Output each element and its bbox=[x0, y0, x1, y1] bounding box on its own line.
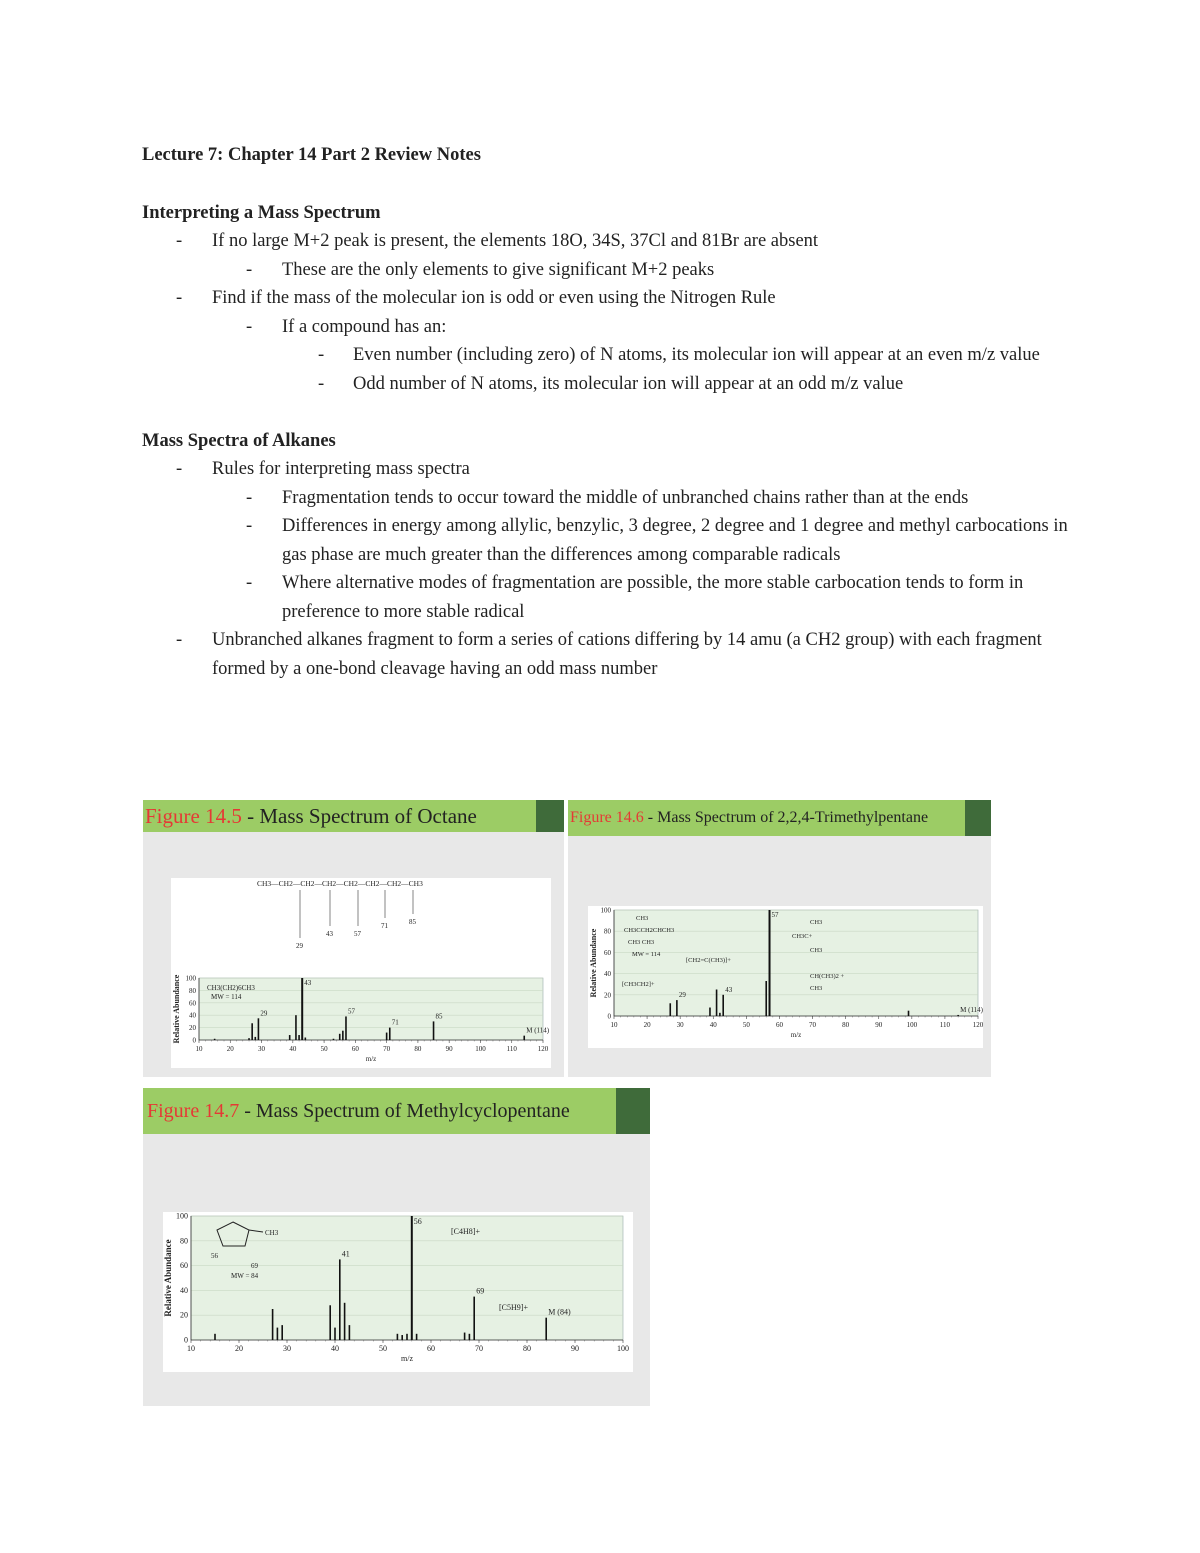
peak-label: 56 bbox=[413, 1217, 422, 1226]
figure-title: Mass Spectrum of 2,2,4-Trimethylpentane bbox=[657, 809, 929, 826]
spectrum-peak bbox=[386, 1033, 388, 1040]
y-tick-label: 80 bbox=[189, 986, 196, 995]
list-item bbox=[142, 484, 1072, 513]
peak-label: 69 bbox=[476, 1286, 485, 1296]
fragment-annotation: [C4H8]+ bbox=[451, 1227, 480, 1236]
page-title: Lecture 7: Chapter 14 Part 2 Review Notes bbox=[142, 145, 481, 165]
list-item bbox=[142, 455, 1072, 484]
x-tick-label: 90 bbox=[875, 1021, 883, 1029]
fragment-annotation: CH3 bbox=[810, 985, 823, 992]
y-tick-label: 60 bbox=[189, 999, 196, 1008]
spectrum-peak bbox=[301, 978, 303, 1040]
x-tick-label: 120 bbox=[537, 1045, 549, 1053]
x-tick-label: 60 bbox=[775, 1021, 783, 1029]
spectrum-peak bbox=[251, 1023, 253, 1040]
bullet-dash: - bbox=[176, 630, 183, 650]
y-tick-label: 60 bbox=[604, 948, 611, 957]
x-tick-label: 110 bbox=[939, 1021, 951, 1029]
x-tick-label: 40 bbox=[709, 1021, 717, 1029]
list-item bbox=[142, 370, 1072, 399]
x-tick-label: 100 bbox=[617, 1344, 629, 1353]
list-item bbox=[142, 569, 1072, 626]
y-axis-label: Relative Abundance bbox=[163, 1239, 173, 1317]
fern-logo-icon bbox=[965, 800, 991, 836]
x-tick-label: 30 bbox=[283, 1344, 291, 1353]
figure-header: Figure 14.5 - Mass Spectrum of Octane bbox=[143, 800, 564, 832]
x-tick-label: 60 bbox=[427, 1344, 435, 1353]
fragment-mass-label: 71 bbox=[381, 922, 388, 930]
spectrum-peak bbox=[214, 1039, 216, 1040]
spectrum-peak bbox=[349, 1325, 351, 1340]
bullet-dash: - bbox=[176, 288, 183, 308]
x-tick-label: 10 bbox=[195, 1045, 203, 1053]
structure-annotation: MW = 114 bbox=[632, 951, 661, 958]
spectrum-peak bbox=[769, 910, 771, 1016]
list-item-text: If a compound has an: bbox=[282, 316, 447, 337]
structure-annotation: CH3 CH3 bbox=[628, 939, 655, 946]
y-tick-label: 0 bbox=[607, 1012, 611, 1021]
list-item-text: Even number (including zero) of N atoms, its molecular ion will appear at an even m/z value bbox=[353, 345, 1040, 365]
x-tick-label: 60 bbox=[351, 1045, 359, 1053]
x-axis-label: m/z bbox=[401, 1354, 413, 1363]
y-tick-label: 20 bbox=[604, 991, 611, 1000]
x-tick-label: 20 bbox=[643, 1021, 651, 1029]
spectrum-peak bbox=[339, 1259, 341, 1340]
y-tick-label: 40 bbox=[604, 970, 611, 979]
spectrum-peak bbox=[333, 1039, 335, 1040]
fragment-annotation: [C5H9]+ bbox=[499, 1303, 528, 1312]
x-tick-label: 40 bbox=[289, 1045, 297, 1053]
bullet-dash: - bbox=[318, 345, 325, 365]
bullet-dash: - bbox=[246, 573, 253, 593]
structure-annotation: CH3 bbox=[265, 1229, 279, 1237]
structure-formula: CH3—CH2—CH2—CH2—CH2—CH2—CH2—CH3 bbox=[257, 879, 423, 888]
y-axis-label: Relative Abundance bbox=[589, 928, 598, 998]
spectrum-peak bbox=[397, 1334, 399, 1340]
x-tick-label: 120 bbox=[972, 1021, 983, 1029]
x-tick-label: 10 bbox=[610, 1021, 618, 1029]
fern-logo-icon bbox=[616, 1088, 650, 1134]
spectrum-peak bbox=[214, 1334, 216, 1340]
x-axis-label: m/z bbox=[790, 1031, 802, 1039]
y-tick-label: 20 bbox=[189, 1024, 196, 1033]
spectrum-peak bbox=[765, 981, 767, 1016]
y-tick-label: 80 bbox=[604, 927, 611, 936]
structure-annotation: CH3 bbox=[636, 915, 649, 922]
peak-label: M (84) bbox=[548, 1307, 571, 1317]
chart-trimethylpentane bbox=[588, 906, 983, 1048]
spectrum-peak bbox=[389, 1028, 391, 1040]
peak-label: 85 bbox=[435, 1012, 443, 1021]
spectrum-peak bbox=[401, 1335, 403, 1340]
fragment-mass-label: 43 bbox=[326, 930, 333, 938]
spectrum-peak bbox=[709, 1008, 711, 1016]
x-tick-label: 40 bbox=[331, 1344, 339, 1353]
peak-label: M (114) bbox=[526, 1026, 550, 1035]
x-tick-label: 80 bbox=[523, 1344, 531, 1353]
spectrum-peak bbox=[719, 1013, 721, 1016]
y-tick-label: 60 bbox=[180, 1261, 188, 1271]
x-tick-label: 10 bbox=[187, 1344, 195, 1353]
y-tick-label: 80 bbox=[180, 1236, 188, 1246]
spectrum-peak bbox=[957, 1015, 959, 1016]
spectrum-peak bbox=[473, 1297, 475, 1340]
spectrum-peak bbox=[676, 1000, 678, 1016]
spectrum-peak bbox=[716, 990, 718, 1017]
figure-number: Figure 14.5 bbox=[145, 804, 242, 828]
x-tick-label: 20 bbox=[235, 1344, 243, 1353]
spectrum-peak bbox=[411, 1216, 413, 1340]
spectrum-peak bbox=[334, 1328, 336, 1340]
x-tick-label: 30 bbox=[676, 1021, 684, 1029]
y-tick-label: 40 bbox=[180, 1285, 188, 1295]
structure-annotation: 56 bbox=[211, 1252, 218, 1260]
list-item bbox=[142, 512, 1072, 569]
peak-label: 43 bbox=[725, 985, 733, 994]
chart-methylcyclopentane bbox=[163, 1212, 633, 1372]
x-tick-label: 50 bbox=[379, 1344, 387, 1353]
fragment-mass-label: 29 bbox=[296, 942, 303, 950]
spectrum-peak bbox=[523, 1036, 525, 1040]
figure-title: Mass Spectrum of Octane bbox=[259, 804, 477, 828]
spectrum-peak bbox=[289, 1035, 291, 1040]
fragment-annotation: CH3C+ bbox=[792, 933, 813, 940]
bullet-dash: - bbox=[176, 231, 183, 251]
list-item-text: Fragmentation tends to occur toward the middle of unbranched chains rather than at the ends bbox=[282, 487, 969, 508]
spectrum-peak bbox=[345, 1016, 347, 1040]
x-tick-label: 30 bbox=[258, 1045, 266, 1053]
structure-annotation: CH3(CH2)6CH3 bbox=[207, 984, 255, 992]
list-item-text: Odd number of N atoms, its molecular ion will appear at an odd m/z value bbox=[353, 373, 904, 394]
x-tick-label: 80 bbox=[414, 1045, 422, 1053]
x-tick-label: 70 bbox=[383, 1045, 391, 1053]
spectrum-peak bbox=[406, 1334, 408, 1340]
peak-label: 29 bbox=[678, 991, 686, 1000]
y-tick-label: 100 bbox=[600, 906, 611, 915]
y-tick-label: 100 bbox=[185, 974, 196, 983]
fragment-annotation: CH3 bbox=[810, 919, 823, 926]
spectrum-peak bbox=[248, 1038, 250, 1040]
bullet-dash: - bbox=[176, 459, 183, 479]
y-tick-label: 0 bbox=[192, 1036, 196, 1045]
x-tick-label: 20 bbox=[226, 1045, 234, 1053]
structure-annotation: MW = 84 bbox=[231, 1272, 259, 1280]
y-tick-label: 0 bbox=[184, 1335, 188, 1345]
list-item-text: If no large M+2 peak is present, the elements 18O, 34S, 37Cl and 81Br are absent bbox=[212, 231, 819, 251]
peak-label: 57 bbox=[347, 1007, 355, 1016]
peak-label: M (114) bbox=[960, 1005, 983, 1014]
figure-number: Figure 14.7 bbox=[147, 1100, 240, 1122]
figure-title: Mass Spectrum of Methylcyclopentane bbox=[255, 1100, 570, 1122]
x-tick-label: 90 bbox=[571, 1344, 579, 1353]
list-item bbox=[142, 313, 1072, 342]
x-tick-label: 110 bbox=[506, 1045, 517, 1053]
list-item bbox=[142, 284, 1072, 313]
x-tick-label: 50 bbox=[742, 1021, 750, 1029]
x-tick-label: 90 bbox=[445, 1045, 453, 1053]
spectrum-peak bbox=[277, 1328, 279, 1340]
spectrum-peak bbox=[669, 1003, 671, 1016]
bullet-dash: - bbox=[246, 259, 253, 280]
figure-octane bbox=[143, 800, 564, 1077]
figure-methylcyclopentane bbox=[143, 1088, 650, 1406]
plot-area bbox=[614, 910, 978, 1016]
spectrum-peak bbox=[258, 1018, 260, 1040]
spectrum-peak bbox=[545, 1318, 547, 1340]
spectrum-peak bbox=[272, 1309, 274, 1340]
list-item-text: These are the only elements to give significant M+2 peaks bbox=[282, 259, 715, 280]
spectrum-peak bbox=[416, 1334, 418, 1340]
structure-annotation: MW = 114 bbox=[211, 993, 242, 1001]
x-tick-label: 70 bbox=[475, 1344, 483, 1353]
x-tick-label: 100 bbox=[475, 1045, 486, 1053]
spectrum-peak bbox=[433, 1021, 435, 1040]
y-tick-label: 100 bbox=[176, 1212, 188, 1221]
x-tick-label: 80 bbox=[842, 1021, 850, 1029]
spectrum-peak bbox=[281, 1325, 283, 1340]
figure-header: Figure 14.7 - Mass Spectrum of Methylcyclopentane bbox=[143, 1088, 650, 1134]
peak-label: 71 bbox=[391, 1018, 399, 1027]
list-item bbox=[142, 256, 1072, 285]
fragment-mass-label: 85 bbox=[409, 918, 416, 926]
peak-label: 29 bbox=[260, 1009, 268, 1018]
spectrum-peak bbox=[295, 1015, 297, 1040]
spectrum-peak bbox=[298, 1035, 300, 1040]
fragment-annotation: CH(CH3)2 + bbox=[810, 973, 845, 980]
section-heading: Interpreting a Mass Spectrum bbox=[142, 203, 381, 223]
peak-label: 57 bbox=[771, 911, 779, 919]
list-item-text: Rules for interpreting mass spectra bbox=[212, 459, 470, 479]
structure-annotation: CH3CCH2CHCH3 bbox=[624, 927, 675, 934]
y-tick-label: 40 bbox=[189, 1011, 196, 1020]
figure-number: Figure 14.6 bbox=[570, 809, 644, 826]
fragment-annotation: CH3 bbox=[810, 947, 823, 954]
fern-logo-icon bbox=[536, 800, 564, 832]
fragment-mass-label: 57 bbox=[354, 930, 361, 938]
spectrum-peak bbox=[722, 995, 724, 1016]
list-item bbox=[142, 341, 1072, 370]
spectrum-peak bbox=[342, 1031, 344, 1040]
figure-trimethylpentane bbox=[568, 800, 991, 1077]
list-item-text: Differences in energy among allylic, benzylic, 3 degree, 2 degree and 1 degree and methyl carbocations in gas phase are much greater than the differences among comparable radicals bbox=[282, 516, 1068, 565]
spectrum-peak bbox=[329, 1305, 331, 1340]
fragment-annotation: [CH3CH2]+ bbox=[622, 981, 655, 988]
spectrum-peak bbox=[344, 1303, 346, 1340]
sections bbox=[142, 199, 1072, 683]
document-body bbox=[142, 140, 1072, 683]
x-tick-label: 50 bbox=[320, 1045, 328, 1053]
bullet-dash: - bbox=[318, 373, 325, 394]
fragment-annotation: [CH2=C(CH3)]+ bbox=[686, 957, 731, 964]
peak-label: 41 bbox=[341, 1249, 350, 1259]
spectrum-peak bbox=[469, 1334, 471, 1340]
list-item bbox=[142, 227, 1072, 256]
list-item bbox=[142, 626, 1072, 683]
spectrum-peak bbox=[305, 1038, 307, 1040]
section-heading: Mass Spectra of Alkanes bbox=[142, 431, 336, 451]
bullet-dash: - bbox=[246, 316, 253, 337]
list-item-text: Where alternative modes of fragmentation are possible, the more stable carbocation tends to form in preference to more stable radical bbox=[282, 573, 1024, 622]
list-item-text: Find if the mass of the molecular ion is odd or even using the Nitrogen Rule bbox=[212, 288, 776, 308]
x-tick-label: 70 bbox=[809, 1021, 817, 1029]
spectrum-peak bbox=[254, 1037, 256, 1040]
list-item-text: Unbranched alkanes fragment to form a series of cations differing by 14 amu (a CH2 group) with each fragment formed by a one-bond cleavage having an odd mass number bbox=[212, 630, 1042, 679]
x-axis-label: m/z bbox=[365, 1055, 377, 1063]
figure-header: Figure 14.6 - Mass Spectrum of 2,2,4-Trimethylpentane bbox=[568, 800, 991, 836]
spectrum-peak bbox=[464, 1333, 466, 1340]
spectrum-peak bbox=[339, 1034, 341, 1040]
y-tick-label: 20 bbox=[180, 1310, 188, 1320]
y-axis-label: Relative Abundance bbox=[172, 974, 181, 1044]
chart-octane bbox=[171, 878, 551, 1068]
spectrum-peak bbox=[908, 1011, 910, 1016]
bullet-dash: - bbox=[246, 516, 253, 536]
structure-annotation: 69 bbox=[251, 1262, 258, 1270]
bullet-dash: - bbox=[246, 487, 253, 508]
peak-label: 43 bbox=[304, 979, 312, 987]
x-tick-label: 100 bbox=[906, 1021, 918, 1029]
